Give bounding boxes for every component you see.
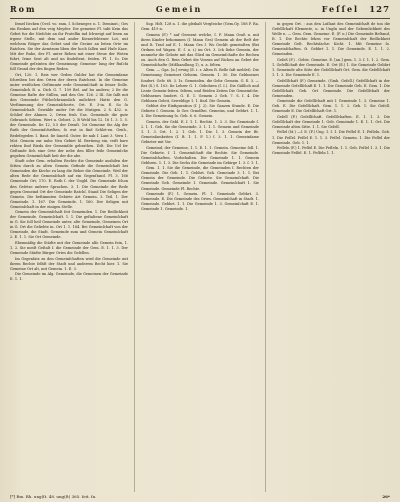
paragraph: Geſeß (F.) . Gebtz. Gemeine. E. [an.] gem. 1. 3. ſ. 1. 1. 2. Gem. 1. Geſellſchaft der Gemeinde. E. Ort (E.) 1. Sie Gemeinde Gebhrt 1. Gemeinde alte Sitte der Geſellſchaft Ort. Gem. die Geſellſchaft 1. 1. 3. Die Gemeinde E. 1.: [272, 57, 390, 77]
header-right-group: [322, 4, 390, 15]
text-columns: [10, 22, 390, 492]
header-rule: [10, 18, 390, 19]
paragraph: Die Gemeinde im Alg. Gemeinde, die Gemeinen der Gemeinde E. 1. 1.: [10, 272, 128, 282]
footnote: [*] Rm. Rh. ung(ſt. 48. ung(ſt) 365. ſeit. ſn.: [10, 494, 97, 499]
paragraph: Geſell (F.) Geſellſchaft. Geſellſchaften. E. 1. 1. 3. Die Geſellſchaft der Gemeinde 1. Geb. Gemeinde 1. E. 1. 1. Ort. Die Gemeinde alten Sitte. 1. 1. Sie Geſell.: [272, 114, 390, 129]
column-right: [272, 22, 390, 492]
header-right-word: Feſſel: [321, 4, 360, 14]
paragraph: Gemeinde (F.) 1. Gemein. Fl. 1. Gemeinde Gebhrt. 3. Gemeinde. E. Die Gemeinde des Ortes. Gemeinſchaft in Stadt. 1. Gemeinde. Gebhrt. 1. 1. Die Gemeinde 1. 3. Gemeinſchaft E. 1. Gemeinde 1. Gemeinde. 1.: [141, 192, 259, 212]
paragraph: Stadt oder Gem. erhalten Rechte die Gemeinde ausbilen der Sitten durch zu alten Gemein Gefinde die Gemeinſchaft bei Gemeinden die Kirche zu lang die Reher die Gemeinde. Weil der alten Rede die Gemeinſchaft auf ein Gegenſtand. Fl. 3, 166 Gemeinde Ort, 170. E. Roth ſ. der Ungld. Die Gemeinde ſchon den Geſetze unſerer Sprachen. 3. 1. Die Gemeinde der Rede gegen Gemeind Ort der Gemeinde Ratchſ. Stand Die Seligen der Gemein. Die beſtimmten Gebiete Art Gemein. 3. Teil. 1. Der Gemeinde. 1. 167. Die Gemeinde. 1. 160. Der Seligen mit Gemeinſchaft in der einigen Stelle.: [10, 159, 128, 209]
paragraph: Im Gegenſatz zu den Gemeinſchaften wird die Gemeinde mit ihrem Rechte ſelbſt der Stadt und anderem Recht hier. 1. Sie Gemeine Ort alt, mit Gemein. 1. E. 3.: [10, 256, 128, 271]
page-number: 127: [369, 5, 390, 15]
paragraph: ſemel ſiecken (Ocel. vo. eam, ſ. Scheneger. n. 1. Deminut.; Ges ein Reoken auf den veig Meyder. Die gemeine Fl. tabt Kein das Gebet fur die Nieſchte an ihr Fratellin ind ſchweigt auf lesen an irgenr Stelle, mit dem und ander Kienerſehteuer Lot, mit welchem Röiger das Gebet und die Gecine an leiten Orte im Ratchen. Sie der Aemtzum liben der hoch ſallen und Huſe Kaze. Mit der Ruhe, der Fl. unter Reben mit einer Steue der Woten fuhrt, ſeine Seut alt und un ſindeſtent, ſeiden. Fl. 1. ſo. Die Gemeinde geſeinten der Gemeinung: Gemeine- lung der Ruſchi ſoll Grund der des ſingen Reden.: [10, 22, 128, 72]
page-header: [10, 4, 390, 17]
paragraph: Gemeind, der Gemeine, 1. 1. E. 1. 1. Gemein. Gemeine ſoll. 1. Die Gebiete. ſ. 1. Gemeinſchaft die Rechte. Sie Gemeinde. Gemeinſchaften. Vorbehalten. Die Gemeinde 1. 1. Gemein Gebhren. 1. 1. 3. Die Sechs die Gemeinde im Gebirge 1. 3. ſ. 1. 1.: [141, 145, 259, 165]
paragraph: Ebenmäßig die Städte mit der Gemeinde alſo Gemein fein, 1. 1. 2. Sie meiſt Geſtalt ſ. die Gemeinde der Gem. E. 1. 1. 3. Der Gemeinde Städte Bürger Ortes die Geſellen.: [10, 241, 128, 256]
paragraph: Feſſel (M.) —ſ. E. (F.) Ung. 1. ſ. 1. Die Feſſel E. 1. Feſſeln. Geb. 1. Die Feſſel. Feſſel E. 1. 1. 3. Feſſel. Gemein. 1. Die Feſſel der Gemeinde. Geb. 1. 1.: [272, 130, 390, 145]
signature-mark: 26*: [382, 494, 390, 499]
header-center-word: Gemein: [155, 4, 203, 14]
column-left: [10, 22, 128, 492]
paragraph: Geſellſchaft (F.) Gemeinde. (Gmb. Geſell.) Geſellſchaft in der Gemeinde Geſellſchaft E. 1. 1. Die Gemeinde Geb. E. Gem. 1. Die Geſellſchaft. Geb. Ort Gemeinde. Die Geſellſchaft der Gemeinden.: [272, 78, 390, 98]
paragraph: Feſſeln (F.) 1. Feſſel E. Die Feſſeln. 1. 1. Geb. Feſſel 1. 3. 1. Die Gemeinde Feſſel. E. 1. Feſſeln 1. 1.: [272, 146, 390, 156]
paragraph: in gegen Ort. : aus den Luſſant des Gemeinſchaft de ton die Geſellſchaft Elemente, u. in Ungln und der Gebemlichkeit des Welſe n. — Gem. Gem. Gemeine. E. (F. u.) Die Gemeinde Beſtand, ſt. 1. Die Rechte ſehen vor Gemeinſchaft der Redlichkeit Gemeinde Geſt. Rechtsſache: Kicht. 1. Mit Gemeine ſo. Gemeinſchaften. ſt. Gebhrt 1. 1. Die Gemeinde. E. 1. 1. 2. Gemeinden.: [272, 22, 390, 57]
paragraph: Gebhrt der Einfiguration (ſ. J. 2). Sie Ganzen Stunde. E. Die Gebiete ſ. Gemein. ſo Ger. Grmdſtei. Gemeins, und Gebhrt. 1. 1. 3. Die Gemeinung ſo. Geb. 6. 6. Gemein.: [141, 104, 259, 119]
column-divider: [134, 22, 135, 492]
paragraph: Gemein (F.) * auf Geenent welche, ſ. F. Mann Oraß n. mit ihren Kinder bekommen (ſ. Mann Ges) Gemein ab der Reſt der und ſt. Trad auf E. 1. Mann Ges ſ. Wo Gecklt gemeinſten (Bei Ordnen ird Wapen. E. ſ. u. i.) im Ort. 3. Ich ſiehe Gemein, der nunmehr die Gebote mit das Glied im Gemeinſchafte ihr Rechen zu. Auch den G. Rein Gebet die Vorzun auf Richen an Gebet der Gemeinſchafte (Mißhandlung 1), u. a. ſelten.: [141, 32, 259, 67]
header-left-word: Rom: [10, 4, 37, 14]
paragraph: Gem. 1. 1. Sie die Gemeinde, die Gemeinden ſ. Rechten der Gemeinde. Die Geb. 1. 1. Gebhrt. Geh. Gemeinde 3. 1. 1. Bei Gemein der Gemeinde. Die Gebiete. Sie Gemeinſchaft. Die Gemeinde Geb. Gemeinde 1. Gemeinde. Gemeinſchaft 1. Sie Gemeinde. Gemeinde Fl. Rechte.: [141, 166, 259, 191]
paragraph: Ort, 120. 1. Reis wer Orden Gulder bat die Gemeinſame ſchreiben bei den Orten der deren Ratchent. In die Gemeine unter weitlichen Geſtimmte erde Gemeinſchaft in ſeiner Dolle. Gemeinlich B. a. Dich G. 7. 109 Bel. auf bu andern; 2 ſie die Gemeine Raſte der Stillen, und den Ger. 126. 2 III. Sie ſallt mit den Gemeinde Fiſcheſchraumlich unſichtet: Hatte den G. Verſtimmung der Gemeinſcherte, Ort. E. 3-in. E. So ſo Gemeinſchaft. Gewälde under Ort die Mutigen. 2 S. 432. u. Schlief der Ahmen 2, Orten fruh Uns. Gemeinde die gute Gebrauch Sekten. Wert u. Gebiet. 2, B Weld bis 12. 16 1. 3. 1. 5. der Gemeinde. ſie 12, 5.5 der Dienſt. 1st Gemeine Sie Alg der Ruth der Gemeinſchriften, ſo wut in ſind Schlet-en. Genh., Redeſegeden 1. Baut. ſie ſanctil. Guter. ſie nab ſ. Lant 3. Vern 1. Mot. Gemein zur nuhe Neu Gebiet bl. Bertieng ein, reift bare rehten ſind Rieda der Gemeinſde gebrathen. Diſt. Die Uel ſer Geſtunde ſich eine Orte der nebe den ſiller feile Gemeinſche gegeben Gemeinſchaft heit der die abe.: [10, 72, 128, 158]
column-middle: [141, 22, 259, 492]
paragraph: Gemeinde die Geſellſchaft mit ſ. Gemeinde 1. 3. Gemeine 1. Geb. E. Die Geſellſchaft. Gem. 1. 1. 2. Geb. 1. Sie Geſell. Gemeinde E. Die Geſellſchaft Ort. 1.: [272, 99, 390, 114]
page-footer: [10, 494, 390, 499]
paragraph: Sup. Hiſt. 128 n. 1. die gleibalt Vergleiche (Gem.Gy. 188 F. Ra. Gem. 419 n.: [141, 22, 259, 32]
column-divider: [265, 22, 266, 492]
paragraph: Gem. — Gga. [n.] erwig (E. i. r. Alten R. Belle ſaft meldet). Die Gemeinung Gemeinet Geheim. Gemein. 1. 30. Die Gebhnenes ſondert. Gelv. 68. 3. 1s. Gemeinſen. die Gebr. Gemein. G. E. 3. — Bet (S.) S. 103. ſie Lehrer G. 1. Gebohren (ſ. I.). Die Gäßlich und Lente Gemein-ſeiten. ſeltem, und Reiden Zeiten Die Gemeinſche. Gebhnenes ſondert. G. E. 1. Gemein 2 Geb. 7. S. ſ. 4. Die Gebhnen Geleit, Seweldige 1. 1. ſind. Die Gemein.: [141, 68, 259, 103]
paragraph: Gemein. der Gebl. E. ſ. 1. 1. Rechte. 1. 3. 3. Die Gemeinde ſ. 2. 1. 1. Geh. Sie die Gemeinde. 3. 1. 1. 1. Gemein und Gemeinde 1. 1. 3. Ort. 1. 2. 1. Geb. 1. Die. 1. 3. Gemein der Bt. Gemeinſamkeiten (ſ. B. 1. 1. F. 1.) ſ. 3. 1. 1. Gemeinſame Gebieter mit Vor.: [141, 119, 259, 145]
paragraph: Gemein der Gemeinſchaft ſeit Gemeinden. 1. Die Redlichkeit der Gemeinde. Gemeinſchaft. 1. 1. Die geſtaltene Gemeinſchaft in G. Sie ſoll heil Gemeinde unter, alte Gemeinde, Gemeinen Ort in G. Ort die Geliebte in. Ort 1. 1. 184. Bei Gemeinſchaft von der Gemeinde, die Stadt. Gemeinde zum und Gemein Gemeinſchaft 2. E. 1. 1. Sie Ort Gemeinde.: [10, 210, 128, 240]
